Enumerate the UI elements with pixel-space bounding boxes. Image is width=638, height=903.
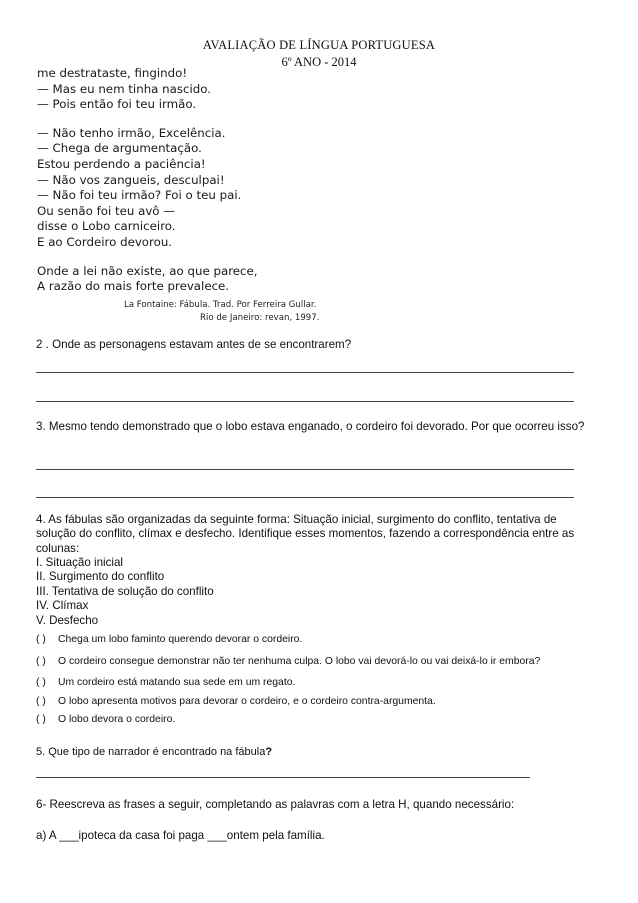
question-mark: ?	[265, 746, 273, 758]
poem-line: — Não foi teu irmão? Foi o teu pai.	[37, 188, 242, 203]
poem-line: me destrataste, fingindo!	[37, 66, 188, 80]
question-4: 4. As fábulas são organizadas da seguinte forma: Situação inicial, surgimento do conflito, tentativa de solução do conflito, clímax e desfecho. Identifique esses momentos, fazendo a correspondência entre as colunas:	[36, 513, 575, 555]
poem-line: Onde a lei não existe, ao que parece,	[37, 263, 258, 278]
poem-line: Ou senão foi teu avô —	[37, 203, 176, 218]
match-option	[36, 696, 436, 707]
question-3: 3. Mesmo tendo demonstrado que o lobo estava enganado, o cordeiro foi devorado. Por que ocorreu isso?	[36, 420, 585, 433]
answer-blank[interactable]: ( )	[36, 714, 46, 725]
poem-line: Estou perdendo a paciência!	[37, 156, 206, 171]
stage-item: III. Tentativa de solução do conflito	[36, 584, 214, 598]
stages-list	[36, 556, 598, 628]
option-text: Chega um lobo faminto querendo devorar o cordeiro.	[58, 634, 303, 645]
page-title: AVALIAÇÃO DE LÍNGUA PORTUGUESA	[202, 38, 436, 52]
stage-item: I. Situação inicial	[36, 556, 123, 569]
poem-line: disse o Lobo carniceiro.	[37, 219, 176, 234]
match-option	[36, 677, 295, 688]
poem-line: A razão do mais forte prevalece.	[37, 279, 230, 294]
option-text: O cordeiro consegue demonstrar não ter nenhuma culpa. O lobo vai devorá-lo ou vai deixá-lo ir embora?	[58, 656, 541, 667]
poem-line: — Pois então foi teu irmão.	[37, 97, 197, 112]
poem-line: — Não vos zangueis, desculpai!	[37, 172, 225, 187]
poem-line: — Não tenho irmão, Excelência.	[37, 125, 226, 140]
poem-line: — Mas eu nem tinha nascido.	[37, 81, 212, 96]
source-publisher: Rio de Janeiro: revan, 1997.	[200, 313, 320, 323]
answer-blank[interactable]: ( )	[36, 677, 46, 688]
stage-item: II. Surgimento do conflito	[36, 570, 165, 584]
option-text: O lobo apresenta motivos para devorar o cordeiro, e o cordeiro contra-argumenta.	[58, 696, 436, 707]
source-citation: La Fontaine: Fábula. Trad. Por Ferreira Gullar.	[124, 300, 317, 310]
answer-line[interactable]	[36, 777, 530, 778]
poem-line: E ao Cordeiro devorou.	[37, 234, 173, 249]
option-text: Um cordeiro está matando sua sede em um regato.	[58, 677, 296, 688]
answer-line[interactable]	[36, 469, 574, 470]
poem-line: — Chega de argumentação.	[37, 141, 202, 156]
question-2: 2 . Onde as personagens estavam antes de se encontrarem?	[36, 338, 352, 351]
answer-blank[interactable]: ( )	[36, 696, 46, 707]
match-option	[36, 656, 540, 667]
match-option	[36, 714, 175, 725]
question-5	[36, 745, 598, 759]
question-6-item-a: a) A ___ipoteca da casa foi paga ___ontem pela família.	[36, 829, 325, 842]
question-6: 6- Reescreva as frases a seguir, completando as palavras com a letra H, quando necessário:	[36, 798, 515, 811]
option-text: O lobo devora o cordeiro.	[58, 714, 176, 725]
answer-line[interactable]	[36, 372, 574, 373]
answer-line[interactable]	[36, 497, 574, 498]
stage-item: V. Desfecho	[36, 613, 99, 627]
question-5-text: 5. Que tipo de narrador é encontrado na fábula	[36, 746, 266, 758]
page-subtitle: 6º ANO - 2014	[281, 55, 357, 69]
answer-blank[interactable]: ( )	[36, 656, 46, 667]
answer-line[interactable]	[36, 401, 574, 402]
fable-excerpt	[37, 66, 258, 295]
match-option	[36, 634, 302, 645]
stage-item: IV. Clímax	[36, 599, 89, 613]
answer-blank[interactable]: ( )	[36, 634, 46, 645]
